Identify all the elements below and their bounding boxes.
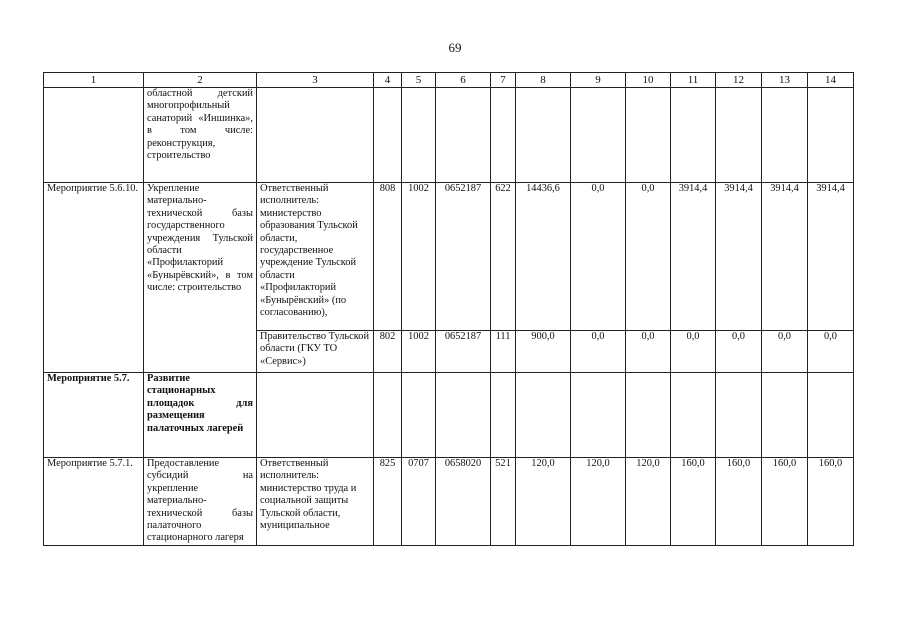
value-cell: 622 (491, 183, 516, 331)
executor-cell (257, 88, 374, 183)
value-cell: 808 (374, 183, 402, 331)
value-cell: 0707 (402, 458, 436, 546)
value-cell: 0,0 (626, 183, 671, 331)
value-cell: 3914,4 (671, 183, 716, 331)
header-cell: 6 (436, 73, 491, 88)
event-cell: Мероприятие 5.7.1. (44, 458, 144, 546)
value-cell: 120,0 (516, 458, 571, 546)
value-cell: 3914,4 (808, 183, 854, 331)
value-cell: 0,0 (571, 183, 626, 331)
value-cell: 3914,4 (762, 183, 808, 331)
header-cell: 8 (516, 73, 571, 88)
event-cell: Мероприятие 5.7. (44, 373, 144, 458)
executor-cell (257, 373, 374, 458)
value-cell: 3914,4 (716, 183, 762, 331)
value-cell: 825 (374, 458, 402, 546)
event-cell (44, 88, 144, 183)
description-cell: областной детский многопрофильный санаторий «Иншинка», в том числе: реконструкция, строительство (144, 88, 257, 183)
value-cell: 0658020 (436, 458, 491, 546)
header-cell: 7 (491, 73, 516, 88)
value-cell: 0,0 (671, 331, 716, 373)
description-cell: Развитие стационарных площадок для размещения палаточных лагерей (144, 373, 257, 458)
value-cell: 802 (374, 331, 402, 373)
description-cell: Укрепление материально-технической базы государственного учреждения Тульской области «Профилакторий «Бунырёвский», в том числе: строительство (144, 183, 257, 373)
value-cell: 120,0 (571, 458, 626, 546)
header-cell: 9 (571, 73, 626, 88)
value-cell: 120,0 (626, 458, 671, 546)
value-cell: 1002 (402, 183, 436, 331)
header-cell: 5 (402, 73, 436, 88)
value-cell: 0652187 (436, 331, 491, 373)
table-row (44, 458, 854, 546)
budget-table (43, 72, 854, 546)
event-cell: Мероприятие 5.6.10. (44, 183, 144, 373)
header-cell: 3 (257, 73, 374, 88)
value-cell: 160,0 (762, 458, 808, 546)
value-cell: 160,0 (716, 458, 762, 546)
header-cell: 14 (808, 73, 854, 88)
value-cell: 0652187 (436, 183, 491, 331)
executor-cell: Ответственный исполнитель: министерство труда и социальной защиты Тульской области, муниципальное (257, 458, 374, 546)
value-cell: 14436,6 (516, 183, 571, 331)
executor-cell: Правительство Тульской области (ГКУ ТО «Сервис») (257, 331, 374, 373)
value-cell: 1002 (402, 331, 436, 373)
header-cell: 12 (716, 73, 762, 88)
header-cell: 2 (144, 73, 257, 88)
header-row (44, 73, 854, 88)
value-cell: 160,0 (671, 458, 716, 546)
executor-cell: Ответственный исполнитель: министерство образования Тульской области, государственное учреждение Тульской области «Профилакторий «Бунырёвский» (по согласованию), (257, 183, 374, 331)
value-cell: 521 (491, 458, 516, 546)
header-cell: 13 (762, 73, 808, 88)
description-cell: Предоставление субсидий на укрепление материально-технической базы палаточного стационарного лагеря (144, 458, 257, 546)
table-row (44, 373, 854, 458)
page-number: 69 (448, 40, 462, 55)
table-row (44, 183, 854, 331)
value-cell: 160,0 (808, 458, 854, 546)
value-cell: 900,0 (516, 331, 571, 373)
value-cell: 0,0 (571, 331, 626, 373)
value-cell: 0,0 (762, 331, 808, 373)
header-cell: 4 (374, 73, 402, 88)
header-cell: 10 (626, 73, 671, 88)
header-cell: 11 (671, 73, 716, 88)
header-cell: 1 (44, 73, 144, 88)
table-row (44, 88, 854, 183)
value-cell: 0,0 (716, 331, 762, 373)
value-cell: 0,0 (626, 331, 671, 373)
value-cell: 111 (491, 331, 516, 373)
value-cell: 0,0 (808, 331, 854, 373)
